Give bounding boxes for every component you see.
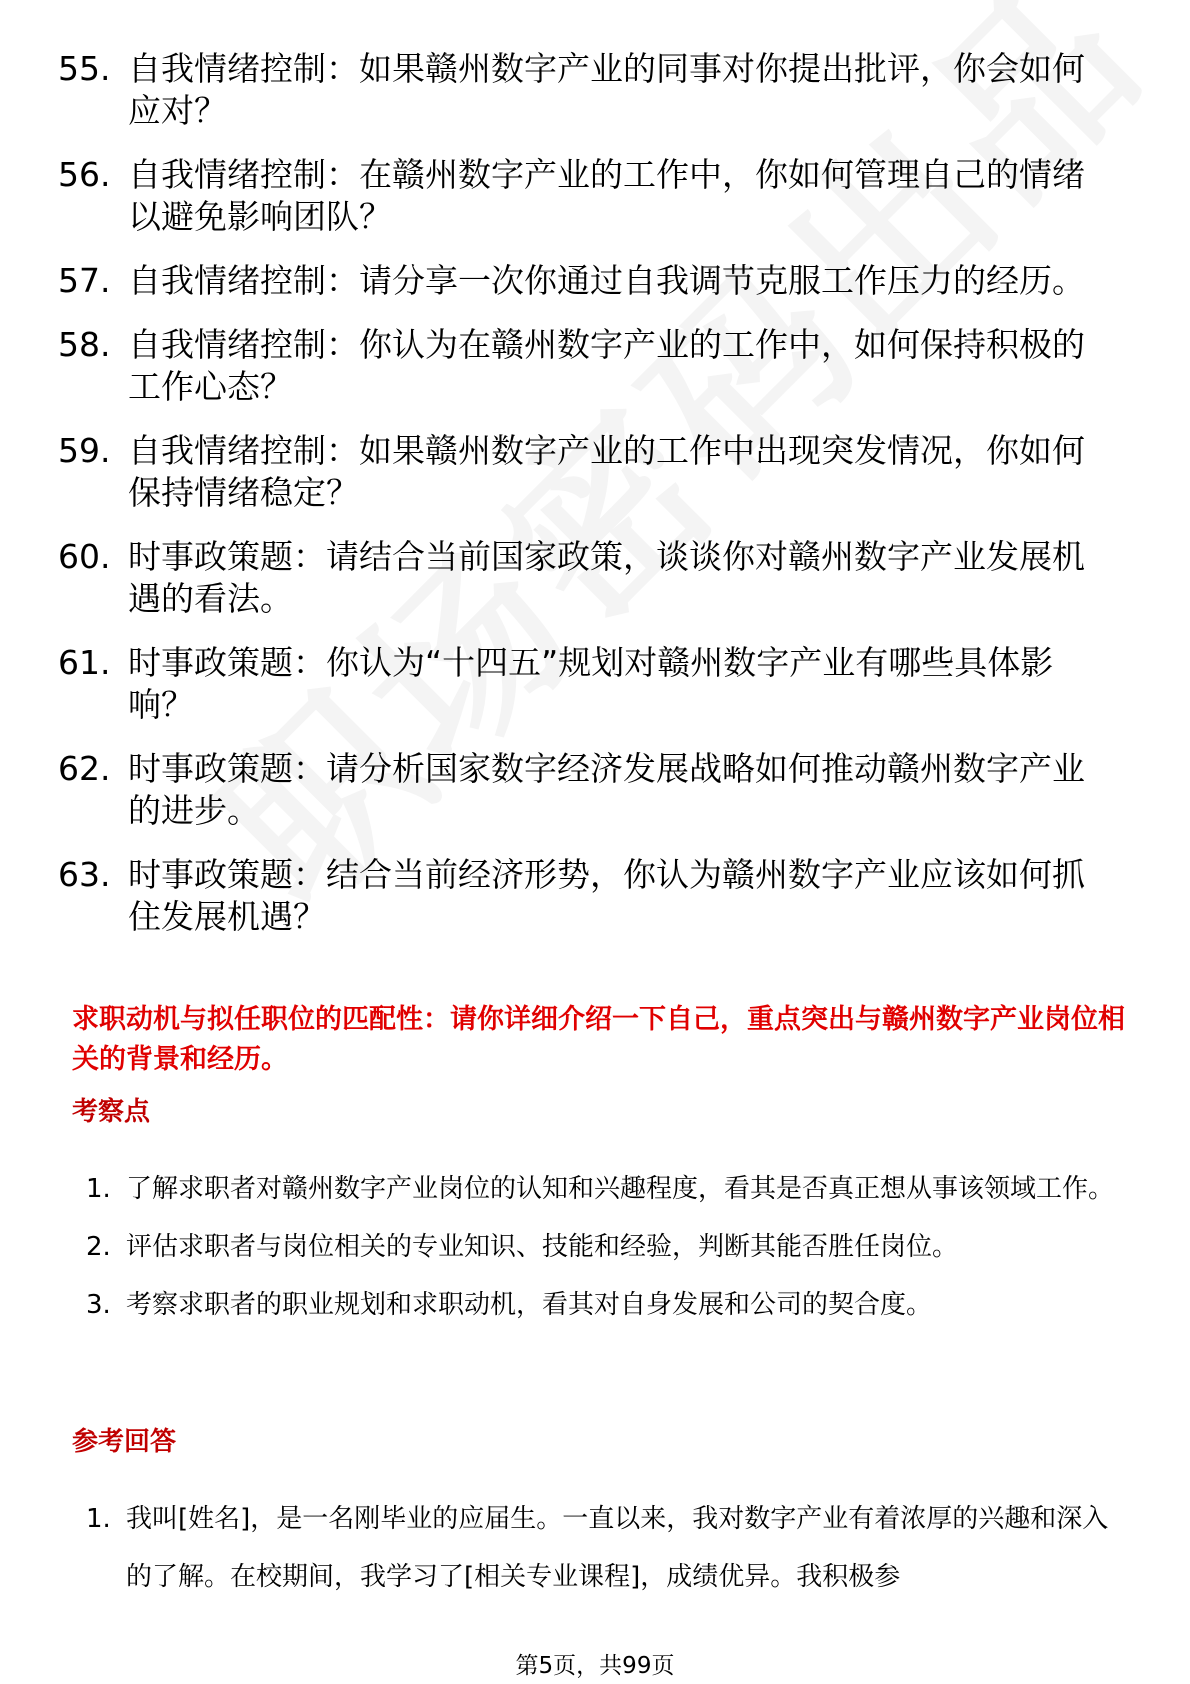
observe-point: [0, 1218, 1116, 1276]
question-item: [0, 430, 1108, 514]
question-item: [0, 536, 1108, 620]
question-text: 自我情绪控制：请分享一次你通过自我调节克服工作压力的经历。: [128, 261, 1085, 300]
point-text: 考察求职者的职业规划和求职动机，看其对自身发展和公司的契合度。: [126, 1290, 933, 1320]
question-item: [0, 48, 1108, 132]
answer-point: [0, 1490, 1116, 1606]
question-text: 时事政策题：结合当前经济形势，你认为赣州数字产业应该如何抓住发展机遇？: [128, 855, 1085, 936]
point-text: 我叫[姓名]，是一名刚毕业的应届生。一直以来，我对数字产业有着浓厚的兴趣和深入的了解。在校期间，我学习了[相关专业课程]，成绩优异。我积极参: [126, 1504, 1109, 1592]
question-number: 62.: [58, 749, 111, 788]
page-footer: 第5页，共99页: [515, 1653, 675, 1679]
point-number: 3.: [86, 1290, 111, 1320]
question-number: 55.: [58, 49, 111, 88]
section-heading: 求职动机与拟任职位的匹配性：请你详细介绍一下自己，重点突出与赣州数字产业岗位相关的背景和经历。: [72, 1004, 1125, 1075]
question-number: 60.: [58, 537, 111, 576]
answer-title: 参考回答: [72, 1427, 177, 1457]
question-item: [0, 154, 1108, 238]
question-item: [0, 642, 1108, 726]
observe-point-list: [0, 1160, 1190, 1334]
question-text: 时事政策题：你认为“十四五”规划对赣州数字产业有哪些具体影响？: [128, 643, 1054, 724]
answer-point-list: [0, 1490, 1190, 1606]
question-number: 61.: [58, 643, 111, 682]
point-number: 1.: [86, 1504, 111, 1534]
question-number: 57.: [58, 261, 111, 300]
question-text: 时事政策题：请分析国家数字经济发展战略如何推动赣州数字产业的进步。: [128, 749, 1085, 830]
question-item: [0, 324, 1108, 408]
question-text: 自我情绪控制：在赣州数字产业的工作中，你如何管理自己的情绪以避免影响团队？: [128, 155, 1085, 236]
question-item: [0, 748, 1108, 832]
question-item: [0, 260, 1108, 302]
question-text: 自我情绪控制：如果赣州数字产业的同事对你提出批评，你会如何应对？: [128, 49, 1085, 130]
observe-title: 考察点: [72, 1097, 151, 1127]
observe-point: [0, 1276, 1116, 1334]
point-text: 了解求职者对赣州数字产业岗位的认知和兴趣程度，看其是否真正想从事该领域工作。: [126, 1174, 1115, 1204]
observe-point: [0, 1160, 1116, 1218]
question-text: 自我情绪控制：如果赣州数字产业的工作中出现突发情况，你如何保持情绪稳定？: [128, 431, 1085, 512]
point-text: 评估求职者与岗位相关的专业知识、技能和经验，判断其能否胜任岗位。: [126, 1232, 959, 1262]
question-number: 63.: [58, 855, 111, 894]
question-text: 自我情绪控制：你认为在赣州数字产业的工作中，如何保持积极的工作心态？: [128, 325, 1085, 406]
question-item: [0, 854, 1108, 938]
question-number: 59.: [58, 431, 111, 470]
question-list: [0, 48, 1190, 960]
question-number: 56.: [58, 155, 111, 194]
question-text: 时事政策题：请结合当前国家政策，谈谈你对赣州数字产业发展机遇的看法。: [128, 537, 1085, 618]
point-number: 2.: [86, 1232, 111, 1262]
point-number: 1.: [86, 1174, 111, 1204]
question-number: 58.: [58, 325, 111, 364]
